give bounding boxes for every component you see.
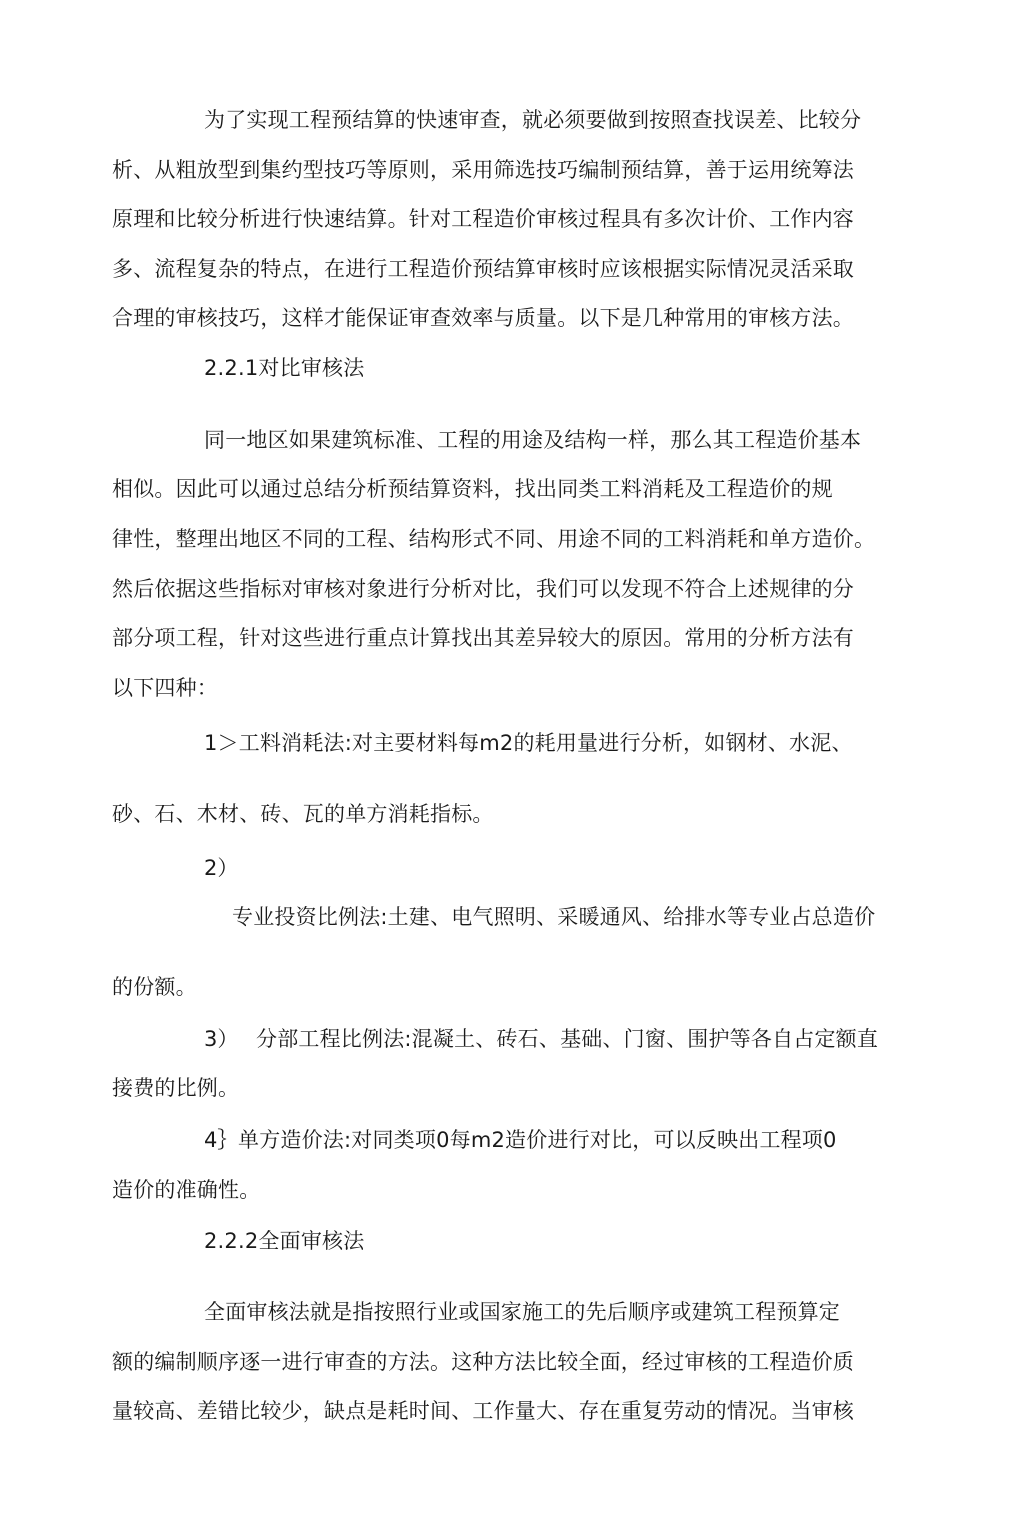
intro-line: 原理和比较分析进行快速结算。针对工程造价审核过程具有多次计价、工作内容 bbox=[112, 207, 854, 231]
item3-number: 3） bbox=[204, 1027, 239, 1051]
item4-line2: 造价的准确性。 bbox=[112, 1178, 261, 1202]
sec1-line: 律性，整理出地区不同的工程、结构形式不同、用途不同的工料消耗和单方造价。 bbox=[112, 527, 876, 551]
section-heading-2-2-1: 2.2.1对比审核法 bbox=[204, 356, 365, 380]
sec1-line: 同一地区如果建筑标准、工程的用途及结构一样，那么其工程造价基本 bbox=[204, 428, 862, 452]
sec2-line: 量较高、差错比较少，缺点是耗时间、工作量大、存在重复劳动的情况。当审核 bbox=[112, 1399, 854, 1423]
item4-line1: 单方造价法:对同类项0每m2造价进行对比，可以反映出工程项0 bbox=[238, 1128, 837, 1152]
sec2-line: 额的编制顺序逐一进行审查的方法。这种方法比较全面，经过审核的工程造价质 bbox=[112, 1350, 854, 1374]
intro-line: 合理的审核技巧，这样才能保证审查效率与质量。以下是几种常用的审核方法。 bbox=[112, 306, 854, 330]
sec1-line: 部分项工程，针对这些进行重点计算找出其差异较大的原因。常用的分析方法有 bbox=[112, 626, 854, 650]
item1-line1: 1＞工料消耗法:对主要材料每m2的耗用量进行分析，如钢材、水泥、 bbox=[204, 731, 853, 755]
item2-line2: 的份额。 bbox=[112, 975, 197, 999]
item2-number: 2） bbox=[204, 856, 239, 880]
item4-number: 4｝ bbox=[204, 1128, 239, 1152]
intro-line: 多、流程复杂的特点，在进行工程造价预结算审核时应该根据实际情况灵活采取 bbox=[112, 257, 854, 281]
intro-line: 为了实现工程预结算的快速审查，就必须要做到按照查找误差、比较分 bbox=[204, 108, 862, 132]
intro-line: 析、从粗放型到集约型技巧等原则，采用筛选技巧编制预结算，善于运用统筹法 bbox=[112, 158, 854, 182]
item1-line2: 砂、石、木材、砖、瓦的单方消耗指标。 bbox=[112, 802, 494, 826]
item3-line2: 接费的比例。 bbox=[112, 1076, 240, 1100]
item3-line1: 分部工程比例法:混凝土、砖石、基础、门窗、围护等各自占定额直 bbox=[256, 1027, 879, 1051]
section-heading-2-2-2: 2.2.2全面审核法 bbox=[204, 1229, 365, 1253]
item2-line1: 专业投资比例法:土建、电气照明、采暖通风、给排水等专业占总造价 bbox=[232, 905, 876, 929]
sec2-line: 全面审核法就是指按照行业或国家施工的先后顺序或建筑工程预算定 bbox=[204, 1300, 840, 1324]
sec1-line: 以下四种： bbox=[112, 676, 218, 700]
sec1-line: 相似。因此可以通过总结分析预结算资料，找出同类工料消耗及工程造价的规 bbox=[112, 477, 833, 501]
sec1-line: 然后依据这些指标对审核对象进行分析对比，我们可以发现不符合上述规律的分 bbox=[112, 577, 854, 601]
